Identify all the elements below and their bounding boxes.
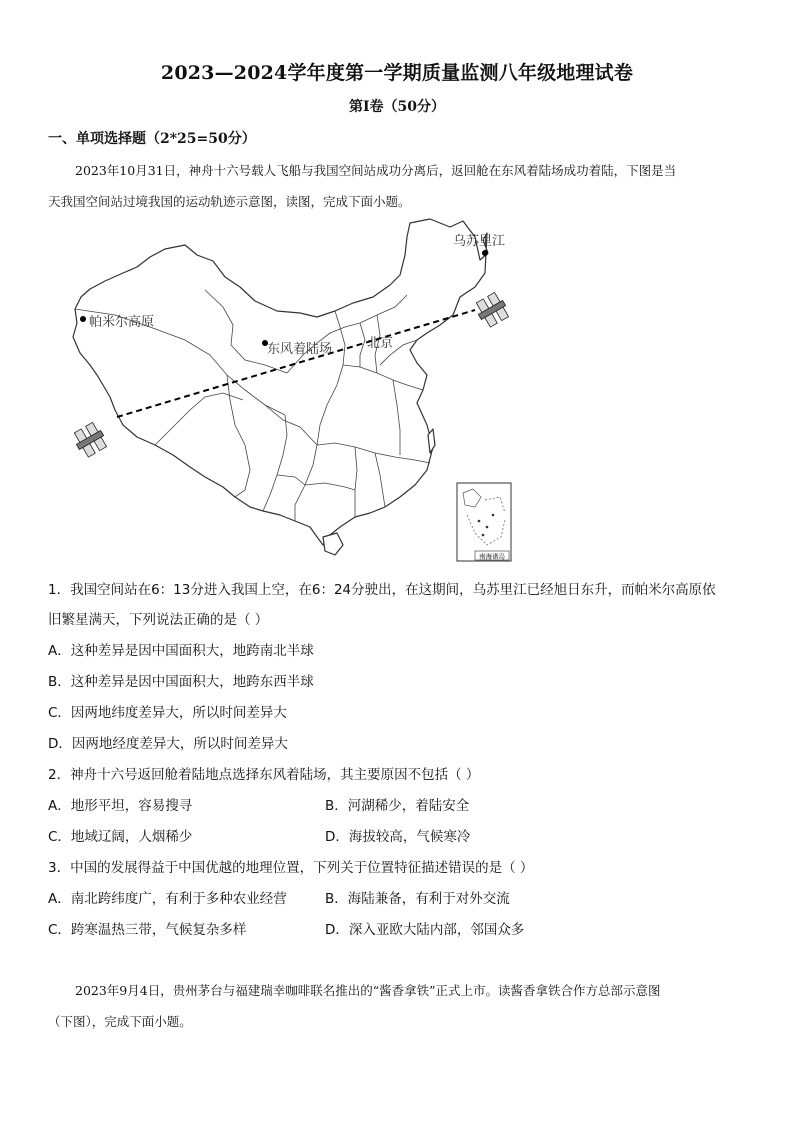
- intro-paragraph: [48, 155, 753, 217]
- intro-line-2: 天我国空间站过境我国的运动轨迹示意图，读图，完成下面小题。: [48, 194, 411, 209]
- intro-line-1: 2023年10月31日，神舟十六号载人飞船与我国空间站成功分离后，返回舱在东风着陆场成功着陆，下图是当: [75, 163, 677, 178]
- page-title: 2023—2024学年度第一学期质量监测八年级地理试卷: [160, 62, 634, 84]
- satellite-icon-west: [71, 421, 109, 459]
- china-outline: [73, 219, 488, 555]
- section2-intro-line-2: （下图），完成下面小题。: [48, 1014, 192, 1029]
- section-heading: 一、单项选择题（2*25=50分）: [48, 131, 256, 147]
- china-map-figure: [55, 215, 525, 565]
- q2-option-a[interactable]: A．地形平坦，容易搜寻: [48, 798, 193, 814]
- q2-option-d[interactable]: D．海拔较高，气候寒冷: [325, 829, 471, 845]
- dongfeng-label: 东风着陆场: [267, 342, 333, 357]
- south-china-sea-inset: [457, 483, 511, 561]
- section2-intro: [48, 975, 753, 1037]
- question-1-line-1: 1．我国空间站在6：13分进入我国上空，在6：24分驶出，在这期间，乌苏里江已经旭日东升，而帕米尔高原依: [48, 582, 716, 598]
- q3-option-d[interactable]: D．深入亚欧大陆内部，邻国众多: [325, 922, 525, 938]
- q1-option-d[interactable]: D．因两地经度差异大，所以时间差异大: [48, 736, 288, 752]
- wusuli-marker: [482, 250, 488, 256]
- q1-option-b[interactable]: B．这种差异是因中国面积大，地跨东西半球: [48, 674, 314, 690]
- question-1-line-2: 旧繁星满天，下列说法正确的是（ ）: [48, 612, 269, 628]
- question-1: [48, 575, 758, 635]
- satellite-icon-east: [473, 291, 511, 329]
- question-3: 3．中国的发展得益于中国优越的地理位置，下列关于位置特征描述错误的是（ ）: [48, 860, 534, 876]
- page-subtitle: 第I卷（50分）: [348, 99, 446, 115]
- q1-option-c[interactable]: C．因两地纬度差异大，所以时间差异大: [48, 705, 287, 721]
- q3-option-a[interactable]: A．南北跨纬度广，有利于多种农业经营: [48, 891, 287, 907]
- question-2: 2．神舟十六号返回舱着陆地点选择东风着陆场，其主要原因不包括（ ）: [48, 767, 480, 783]
- q1-option-a[interactable]: A．这种差异是因中国面积大，地跨南北半球: [48, 643, 314, 659]
- beijing-label: 北京: [367, 336, 394, 351]
- q3-option-b[interactable]: B．海陆兼备，有利于对外交流: [325, 891, 510, 907]
- wusuli-label: 乌苏里江: [453, 234, 506, 249]
- section2-intro-line-1: 2023年9月4日，贵州茅台与福建瑞幸咖啡联名推出的“酱香拿铁”正式上市。读酱香拿铁合作方总部示意图: [75, 983, 661, 998]
- pamir-label: 帕米尔高原: [89, 315, 155, 330]
- inset-label: 南海诸岛: [479, 552, 505, 561]
- pamir-marker: [80, 316, 86, 322]
- q2-option-b[interactable]: B．河湖稀少，着陆安全: [325, 798, 470, 814]
- q2-option-c[interactable]: C．地域辽阔，人烟稀少: [48, 829, 193, 845]
- q3-option-c[interactable]: C．跨寒温热三带，气候复杂多样: [48, 922, 247, 938]
